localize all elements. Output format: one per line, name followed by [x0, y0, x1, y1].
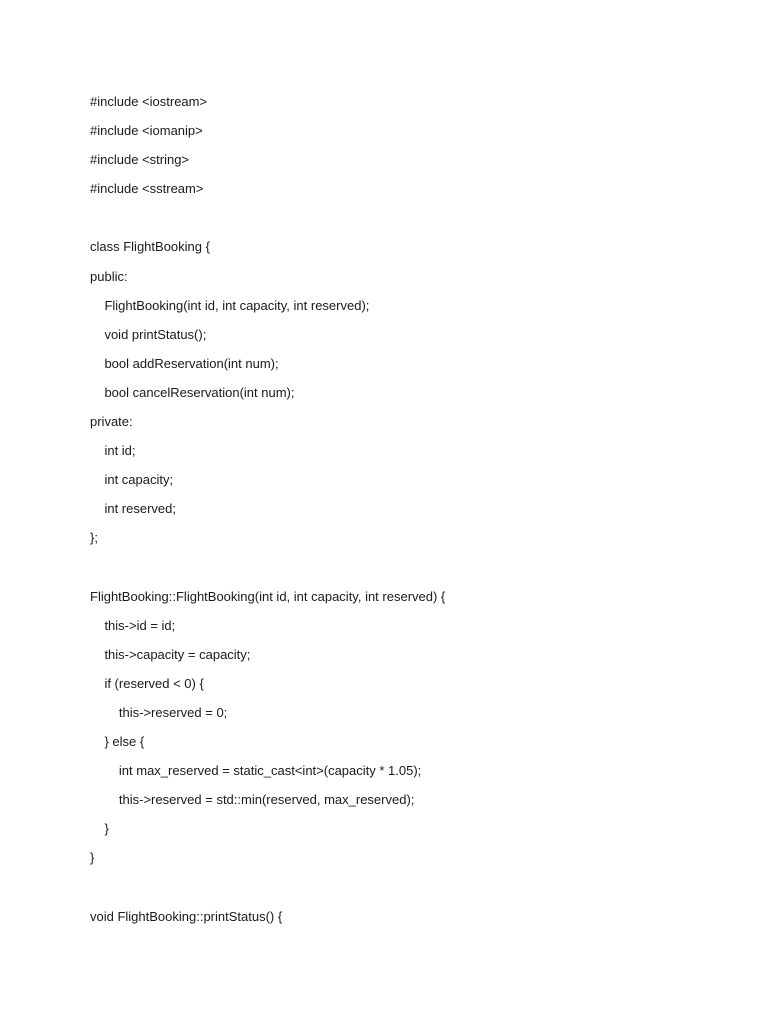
code-line: } else {: [90, 734, 145, 750]
code-line: int capacity;: [90, 472, 174, 488]
code-line: this->reserved = 0;: [90, 704, 228, 720]
code-line: class FlightBooking {: [90, 239, 210, 255]
code-line: bool addReservation(int num);: [90, 355, 279, 371]
code-line: }: [90, 821, 109, 837]
code-line: bool cancelReservation(int num);: [90, 384, 295, 400]
code-line: this->id = id;: [90, 617, 176, 633]
code-line: void FlightBooking::printStatus() {: [90, 908, 283, 924]
code-line: this->capacity = capacity;: [90, 646, 251, 662]
code-line: }: [90, 850, 95, 866]
code-line: };: [90, 530, 98, 546]
code-line: void printStatus();: [90, 326, 207, 342]
code-line: private:: [90, 414, 133, 430]
blank-line: [90, 553, 730, 582]
code-line: FlightBooking(int id, int capacity, int reserved);: [90, 297, 370, 313]
code-line: #include <iomanip>: [90, 123, 203, 139]
code-line: #include <sstream>: [90, 181, 204, 197]
code-line: FlightBooking::FlightBooking(int id, int capacity, int reserved) {: [90, 588, 446, 604]
code-line: int id;: [90, 443, 136, 459]
blank-line: [90, 873, 730, 902]
code-line: this->reserved = std::min(reserved, max_reserved);: [90, 792, 415, 808]
code-line: #include <string>: [90, 152, 190, 168]
code-line: public:: [90, 268, 128, 284]
code-line: if (reserved < 0) {: [90, 675, 204, 691]
code-line: #include <iostream>: [90, 94, 208, 109]
code-listing: [90, 87, 730, 931]
code-line: int reserved;: [90, 501, 176, 517]
blank-line: [90, 203, 730, 232]
code-line: int max_reserved = static_cast<int>(capacity * 1.05);: [90, 763, 422, 779]
